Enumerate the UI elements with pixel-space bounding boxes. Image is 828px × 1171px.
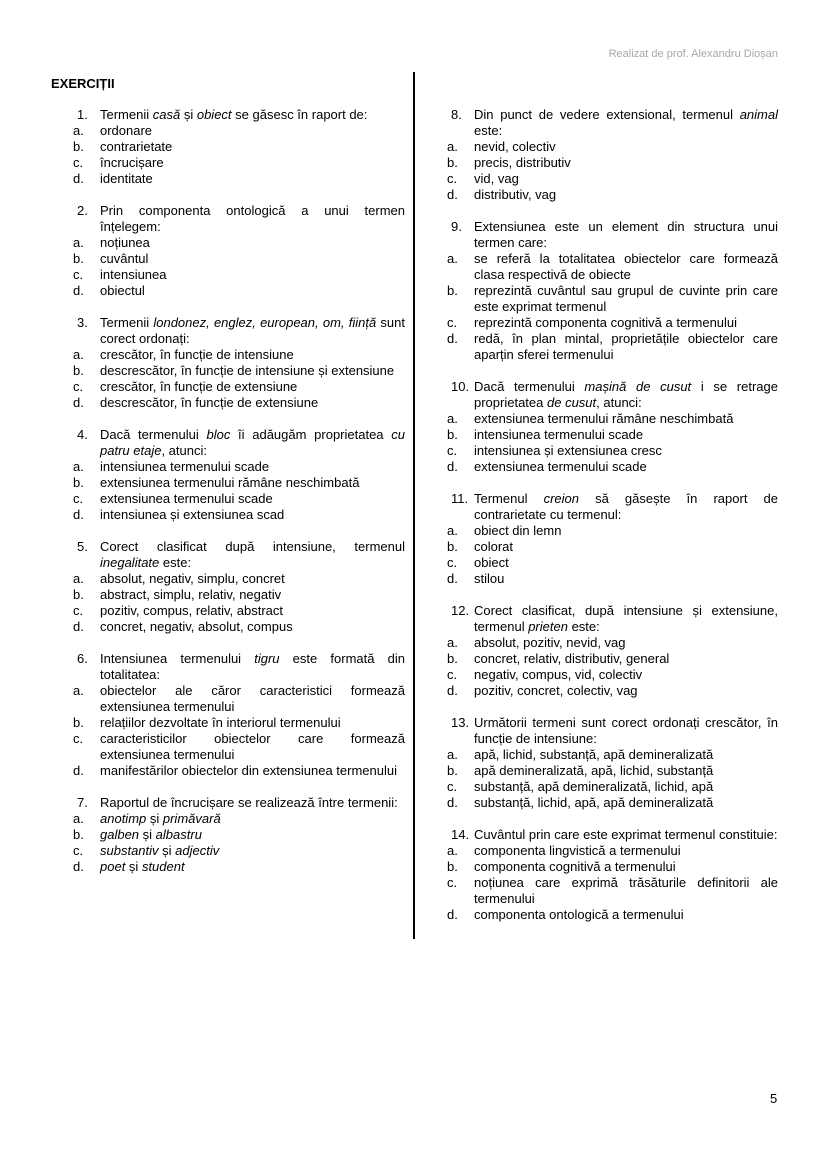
question-text: Raportul de încrucișare se realizează între termenii:	[100, 795, 398, 810]
option-letter: d.	[73, 283, 84, 298]
option-letter: b.	[447, 859, 458, 874]
answer-option	[73, 603, 405, 619]
question-stem	[447, 491, 778, 523]
answer-option	[73, 843, 405, 859]
option-text: se referă la totalitatea obiectelor care formează clasa respectivă de obiecte	[474, 251, 778, 282]
answer-option	[447, 763, 778, 779]
answer-option	[73, 155, 405, 171]
option-text: identitate	[100, 171, 153, 186]
option-text: concret, negativ, absolut, compus	[100, 619, 293, 634]
option-letter: c.	[447, 875, 458, 890]
question-2	[73, 203, 405, 299]
option-text: obiect din lemn	[474, 523, 562, 538]
answer-option	[73, 619, 405, 635]
option-letter: a.	[73, 811, 84, 826]
question-text: Din punct de vedere extensional, termenul animal este:	[474, 107, 778, 138]
answer-option	[73, 235, 405, 251]
question-14	[447, 827, 778, 923]
option-text: contrarietate	[100, 139, 173, 154]
option-text: substantiv și adjectiv	[100, 843, 220, 858]
question-stem	[447, 715, 778, 747]
option-text: absolut, negativ, simplu, concret	[100, 571, 285, 586]
question-text: Prin componenta ontologică a unui termen înțelegem:	[100, 203, 405, 234]
option-letter: b.	[447, 155, 458, 170]
question-text: Extensiunea este un element din structura unui termen care:	[474, 219, 778, 250]
option-text: intensiunea	[100, 267, 167, 282]
option-letter: d.	[73, 171, 84, 186]
option-letter: d.	[447, 187, 458, 202]
option-text: apă demineralizată, apă, lichid, substanță	[474, 763, 714, 778]
option-text: extensiunea termenului scade	[474, 459, 647, 474]
answer-option	[73, 491, 405, 507]
question-1	[73, 107, 405, 187]
option-text: precis, distributiv	[474, 155, 571, 170]
option-text: crescător, în funcție de extensiune	[100, 379, 298, 394]
option-text: colorat	[474, 539, 514, 554]
answer-option	[447, 315, 778, 331]
option-text: negativ, compus, vid, colectiv	[474, 667, 643, 682]
option-text: cuvântul	[100, 251, 149, 266]
option-text: redă, în plan mintal, proprietățile obiectelor care aparțin sferei termenului	[474, 331, 778, 362]
question-number: 13.	[451, 715, 470, 730]
answer-option	[73, 347, 405, 363]
column-divider	[413, 72, 415, 939]
option-text: obiect	[474, 555, 509, 570]
option-letter: a.	[447, 523, 458, 538]
option-text: componenta ontologică a termenului	[474, 907, 684, 922]
option-letter: c.	[447, 555, 458, 570]
answer-option	[447, 875, 778, 907]
answer-option	[73, 475, 405, 491]
option-text: abstract, simplu, relativ, negativ	[100, 587, 282, 602]
question-4	[73, 427, 405, 523]
option-text: extensiunea termenului rămâne neschimbată	[474, 411, 734, 426]
question-number: 3.	[77, 315, 88, 330]
option-text: absolut, pozitiv, nevid, vag	[474, 635, 626, 650]
answer-option	[447, 251, 778, 283]
question-text: Dacă termenului bloc îi adăugăm proprietatea cu patru etaje, atunci:	[100, 427, 405, 458]
question-7	[73, 795, 405, 875]
question-number: 7.	[77, 795, 88, 810]
option-letter: a.	[447, 635, 458, 650]
answer-option	[447, 331, 778, 363]
option-text: extensiunea termenului scade	[100, 491, 273, 506]
answer-option	[73, 715, 405, 731]
option-letter: d.	[447, 459, 458, 474]
answer-option	[447, 539, 778, 555]
question-number: 6.	[77, 651, 88, 666]
answer-option	[447, 571, 778, 587]
answer-option	[447, 779, 778, 795]
answer-option	[447, 907, 778, 923]
question-stem	[447, 827, 778, 843]
question-stem	[73, 427, 405, 459]
option-text: descrescător, în funcție de intensiune și extensiune	[100, 363, 395, 378]
option-letter: a.	[73, 235, 84, 250]
option-text: poet și student	[100, 859, 185, 874]
option-letter: d.	[447, 571, 458, 586]
answer-option	[447, 187, 778, 203]
question-number: 10.	[451, 379, 470, 394]
answer-option	[447, 683, 778, 699]
option-letter: a.	[447, 139, 458, 154]
option-letter: d.	[73, 859, 84, 874]
answer-option	[73, 507, 405, 523]
option-letter: c.	[73, 267, 84, 282]
answer-option	[73, 395, 405, 411]
answer-option	[73, 123, 405, 139]
question-stem	[447, 603, 778, 635]
option-letter: b.	[73, 827, 84, 842]
option-letter: d.	[73, 619, 84, 634]
answer-option	[73, 363, 405, 379]
answer-option	[447, 667, 778, 683]
option-text: obiectul	[100, 283, 145, 298]
option-letter: a.	[73, 571, 84, 586]
option-letter: b.	[73, 139, 84, 154]
option-letter: a.	[447, 843, 458, 858]
answer-option	[447, 139, 778, 155]
option-text: obiectelor ale căror caracteristici formează extensiunea termenului	[100, 683, 405, 714]
answer-option	[73, 267, 405, 283]
question-11	[447, 491, 778, 587]
answer-option	[73, 571, 405, 587]
option-text: nevid, colectiv	[474, 139, 556, 154]
question-number: 1.	[77, 107, 88, 122]
question-stem	[447, 379, 778, 411]
option-letter: d.	[447, 907, 458, 922]
question-number: 2.	[77, 203, 88, 218]
page-header-author: Realizat de prof. Alexandru Dioșan	[608, 48, 778, 60]
answer-option	[73, 139, 405, 155]
question-text: Următorii termeni sunt corect ordonați crescător, în funcție de intensiune:	[474, 715, 778, 746]
option-text: apă, lichid, substanță, apă demineralizată	[474, 747, 714, 762]
option-letter: a.	[447, 411, 458, 426]
question-text: Cuvântul prin care este exprimat termenul constituie:	[474, 827, 778, 842]
page-number: 5	[770, 1091, 778, 1106]
option-letter: d.	[447, 683, 458, 698]
question-8	[447, 107, 778, 203]
option-text: stilou	[474, 571, 505, 586]
option-text: manifestărilor obiectelor din extensiunea termenului	[100, 763, 397, 778]
option-text: încrucișare	[100, 155, 164, 170]
question-text: Termenii casă și obiect se găsesc în raport de:	[100, 107, 368, 122]
answer-option	[447, 747, 778, 763]
question-stem	[73, 651, 405, 683]
answer-option	[447, 443, 778, 459]
option-letter: a.	[73, 123, 84, 138]
option-letter: a.	[73, 347, 84, 362]
question-text: Corect clasificat după intensiune, termenul inegalitate este:	[100, 539, 405, 570]
question-text: Corect clasificat, după intensiune și extensiune, termenul prieten este:	[474, 603, 778, 634]
option-text: noțiunea	[100, 235, 150, 250]
option-text: intensiunea și extensiunea cresc	[474, 443, 662, 458]
answer-option	[447, 411, 778, 427]
answer-option	[447, 523, 778, 539]
right-column	[447, 107, 778, 939]
option-letter: d.	[73, 395, 84, 410]
page-title: EXERCIȚII	[51, 76, 115, 91]
answer-option	[447, 795, 778, 811]
option-text: intensiunea și extensiunea scad	[100, 507, 285, 522]
question-number: 14.	[451, 827, 470, 842]
question-9	[447, 219, 778, 363]
option-text: extensiunea termenului rămâne neschimbată	[100, 475, 360, 490]
option-letter: a.	[447, 747, 458, 762]
option-text: noțiunea care exprimă trăsăturile definitorii ale termenului	[474, 875, 778, 906]
option-letter: d.	[73, 507, 84, 522]
option-letter: b.	[73, 475, 84, 490]
option-letter: c.	[447, 171, 458, 186]
option-text: crescător, în funcție de intensiune	[100, 347, 294, 362]
question-text: Termenul creion să găsește în raport de contrarietate cu termenul:	[474, 491, 778, 522]
option-letter: d.	[447, 331, 458, 346]
option-letter: b.	[447, 651, 458, 666]
option-letter: c.	[73, 603, 84, 618]
answer-option	[73, 587, 405, 603]
question-3	[73, 315, 405, 411]
option-letter: a.	[73, 459, 84, 474]
option-text: intensiunea termenului scade	[100, 459, 270, 474]
question-6	[73, 651, 405, 779]
question-stem	[73, 203, 405, 235]
question-13	[447, 715, 778, 811]
answer-option	[73, 459, 405, 475]
question-text: Intensiunea termenului tigru este formată din totalitatea:	[100, 651, 405, 682]
question-number: 11.	[451, 491, 469, 506]
option-text: galben și albastru	[100, 827, 202, 842]
option-letter: c.	[447, 443, 458, 458]
option-letter: a.	[73, 683, 84, 698]
left-column	[73, 107, 405, 891]
option-letter: b.	[447, 539, 458, 554]
question-number: 4.	[77, 427, 88, 442]
question-stem	[447, 107, 778, 139]
answer-option	[447, 283, 778, 315]
option-text: componenta cognitivă a termenului	[474, 859, 676, 874]
option-text: intensiunea termenului scade	[474, 427, 644, 442]
answer-option	[73, 731, 405, 763]
question-stem	[73, 107, 405, 123]
option-text: pozitiv, compus, relativ, abstract	[100, 603, 284, 618]
option-letter: d.	[447, 795, 458, 810]
option-text: ordonare	[100, 123, 153, 138]
option-letter: b.	[447, 763, 458, 778]
answer-option	[447, 155, 778, 171]
option-text: substanță, apă demineralizată, lichid, apă	[474, 779, 714, 794]
option-letter: c.	[73, 731, 84, 746]
question-stem	[73, 539, 405, 571]
option-letter: a.	[447, 251, 458, 266]
option-letter: b.	[447, 427, 458, 442]
answer-option	[447, 635, 778, 651]
option-letter: b.	[73, 715, 84, 730]
question-number: 12.	[451, 603, 470, 618]
option-letter: c.	[73, 155, 84, 170]
answer-option	[73, 811, 405, 827]
option-text: caracteristicilor obiectelor care formează extensiunea termenului	[100, 731, 405, 762]
option-text: pozitiv, concret, colectiv, vag	[474, 683, 638, 698]
answer-option	[447, 859, 778, 875]
option-letter: b.	[447, 283, 458, 298]
question-12	[447, 603, 778, 699]
option-text: substanță, lichid, apă, apă demineralizată	[474, 795, 714, 810]
question-number: 9.	[451, 219, 462, 234]
option-letter: b.	[73, 251, 84, 266]
question-stem	[73, 315, 405, 347]
answer-option	[73, 763, 405, 779]
option-letter: b.	[73, 363, 84, 378]
answer-option	[447, 651, 778, 667]
question-10	[447, 379, 778, 475]
question-stem	[447, 219, 778, 251]
question-text: Termenii londonez, englez, european, om, ființă sunt corect ordonați:	[100, 315, 405, 346]
answer-option	[447, 459, 778, 475]
option-letter: c.	[447, 779, 458, 794]
option-text: anotimp și primăvară	[100, 811, 221, 826]
option-letter: c.	[73, 843, 84, 858]
question-stem	[73, 795, 405, 811]
answer-option	[447, 555, 778, 571]
option-letter: b.	[73, 587, 84, 602]
option-letter: c.	[73, 491, 84, 506]
answer-option	[73, 379, 405, 395]
answer-option	[447, 427, 778, 443]
option-letter: c.	[447, 315, 458, 330]
question-text: Dacă termenului mașină de cusut i se retrage proprietatea de cusut, atunci:	[474, 379, 778, 410]
option-text: reprezintă componenta cognitivă a termenului	[474, 315, 738, 330]
option-text: reprezintă cuvântul sau grupul de cuvinte prin care este exprimat termenul	[474, 283, 778, 314]
question-number: 8.	[451, 107, 462, 122]
option-text: concret, relativ, distributiv, general	[474, 651, 670, 666]
option-text: componenta lingvistică a termenului	[474, 843, 681, 858]
option-letter: d.	[73, 763, 84, 778]
answer-option	[73, 283, 405, 299]
answer-option	[73, 859, 405, 875]
option-letter: c.	[447, 667, 458, 682]
option-text: descrescător, în funcție de extensiune	[100, 395, 319, 410]
option-text: vid, vag	[474, 171, 519, 186]
answer-option	[447, 843, 778, 859]
question-5	[73, 539, 405, 635]
option-letter: c.	[73, 379, 84, 394]
answer-option	[73, 683, 405, 715]
option-text: distributiv, vag	[474, 187, 557, 202]
answer-option	[73, 827, 405, 843]
answer-option	[447, 171, 778, 187]
answer-option	[73, 171, 405, 187]
question-number: 5.	[77, 539, 88, 554]
answer-option	[73, 251, 405, 267]
option-text: relațiilor dezvoltate în interiorul termenului	[100, 715, 341, 730]
